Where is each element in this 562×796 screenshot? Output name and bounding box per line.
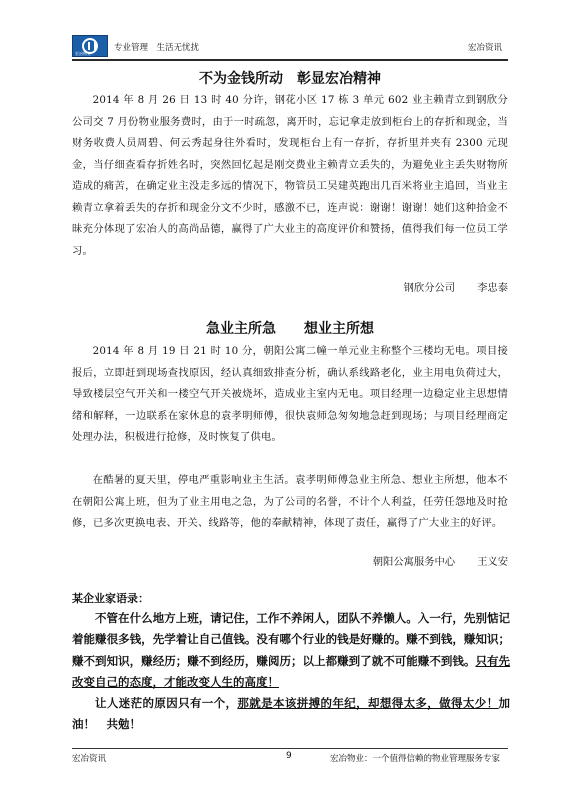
article1-author: 李忠泰 xyxy=(477,282,508,294)
quotes-p2-cheer: 加油！ 共勉！ xyxy=(72,696,511,732)
quotes-p2-underlined: 那就是本该拼搏的年纪，却想得太多，做得太少！ xyxy=(237,696,499,710)
page-number: 9 xyxy=(286,751,292,761)
article1-signature xyxy=(404,279,508,294)
company-logo xyxy=(72,35,108,57)
footer-tagline: 宏冶物业：一个值得信赖的物业管理服务专家 xyxy=(329,754,500,764)
article1-title: 不为金钱所动 彰显宏冶精神 xyxy=(199,71,381,87)
article2-unit: 朝阳公寓服务中心 xyxy=(372,556,456,568)
quotes-p2-text: 让人迷茫的原因只有一个， xyxy=(95,696,238,710)
article1-body: 2014 年 8 月 26 日 13 时 40 分许，钢花小区 17 栋 3 单元 602 业主赖青立到钢欣分公司交 7 月份物业服务费时，由于一时疏忽，离开时，忘记拿走放到柜台上的存折和现金，当财务收费人员周碧、何云秀起身往外看时，发现柜台上有一存折，存折里并夹有 2300 元现金，当仔细查看存折姓名时，突然回忆起是刚交费业主赖青立丢失的，为避免业主丢失财物所造成的痛苦，在确定业主没走多远的情况下，物管员工吴建英跑出几百米将业主追回，当业主赖青立拿着丢失的存折和现金分文不少时，感激不已，连声说：谢谢！谢谢！她们这种拾金不昧充分体现了宏冶人的高尚品德，赢得了广大业主的高度评价和赞扬，值得我们每一位员工学习。 xyxy=(72,94,508,257)
article2-title: 急业主所急 想业主所想 xyxy=(206,321,374,337)
quotes-p1-text: 不管在什么地方上班，请记住，工作不养闲人，团队不养懒人。入一行，先别惦记着能赚很多钱，先学着让自己值钱。没有哪个行业的钱是好赚的。赚不到钱，赚知识；赚不到知识，赚经历；赚不到经历，赚阅历；以上都赚到了就不可能赚不到钱。 xyxy=(72,611,510,668)
header-section-name: 宏冶资讯 xyxy=(467,43,502,53)
quotes-title: 某企业家语录： xyxy=(72,592,149,605)
article1-unit: 钢欣分公司 xyxy=(403,282,456,294)
quotes-paragraph-2 xyxy=(72,693,510,736)
quotes-paragraph-1 xyxy=(72,608,510,693)
quotes-p1-underlined: 只有先改变自己的态度，才能改变人生的高度！ xyxy=(72,653,511,689)
logo-text: 宏冶物业 xyxy=(75,51,91,56)
article2-author: 王义安 xyxy=(477,556,508,568)
header-slogan: 专业管理 生活无忧扰 xyxy=(114,43,200,53)
page-header xyxy=(72,35,508,61)
footer-section-name: 宏冶资讯 xyxy=(72,754,107,764)
article2-signature xyxy=(373,553,508,568)
page-footer xyxy=(72,748,508,763)
article2-body-1: 2014 年 8 月 19 日 21 时 10 分，朝阳公寓二幢一单元业主称整个三楼均无电。项目接报后，立即赶到现场查找原因，经认真细致排查分析，确认系线路老化，业主用电负荷过大，导致楼层空气开关和一楼空气开关被烧坏，造成业主室内无电。项目经理一边稳定业主思想情绪和解释，一边联系在家休息的袁孝明师傅，很快袁师急匆匆地急赶到现场；与项目经理商定处理办法，积极进行抢修，及时恢复了供电。 xyxy=(72,345,508,443)
article2-body-2: 在酷暑的夏天里，停电严重影响业主生活。袁孝明师傅急业主所急、想业主所想，他本不在朝阳公寓上班，但为了业主用电之急，为了公司的名誉，不计个人利益，任劳任怨地及时抢修，已多次更换电表、开关、线路等，他的奉献精神，体现了责任，赢得了广大业主的好评。 xyxy=(72,474,508,529)
